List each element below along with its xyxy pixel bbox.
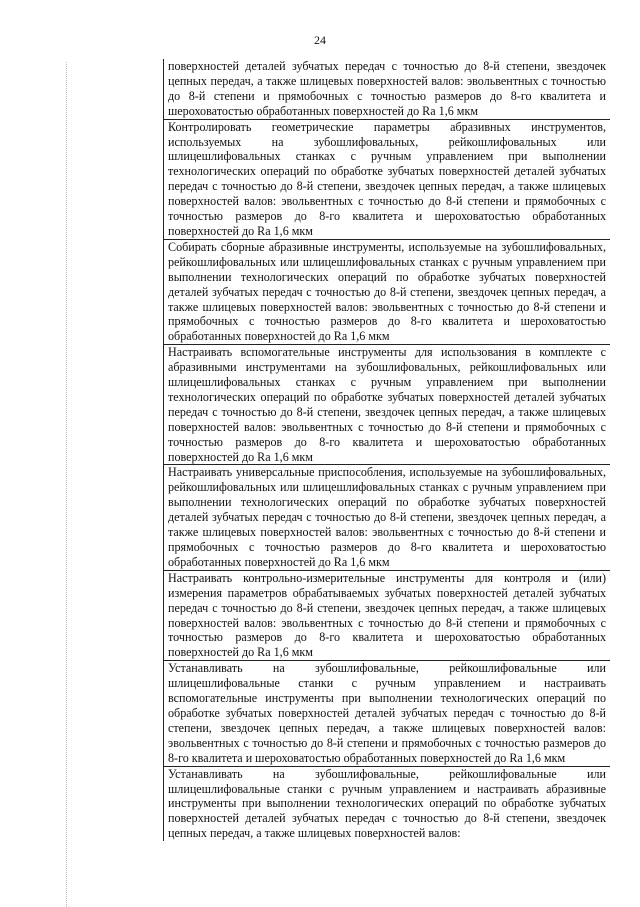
table-row: поверхностей деталей зубчатых передач с точностью до 8-й степени, звездочек цепных передач, а также шлицевых поверхностей валов: эвольвентных с точностью до 8-й степени и прямобочных с точностью размеров до 8-го квалитета и шероховатостью обработанных поверхностей до Ra 1,6 мкм <box>164 59 610 120</box>
left-column-rule <box>66 62 67 907</box>
table-row: Контролировать геометрические параметры абразивных инструментов, используемых на зубошлифовальных, рейкошлифовальных или шлицешлифовальных станках с ручным управлением при выполнении технологических операций по обработке зубчатых поверхностей деталей зубчатых передач с точностью до 8-й степени, звездочек цепных передач, а также шлицевых поверхностей валов: эвольвентных с точностью до 8-й степени и прямобочных с точностью размеров до 8-го квалитета и шероховатостью обработанных поверхностей до Ra 1,6 мкм <box>164 120 610 240</box>
table-row: Настраивать контрольно-измерительные инструменты для контроля и (или) измерения параметров обрабатываемых зубчатых поверхностей деталей зубчатых передач с точностью до 8-й степени, звездочек цепных передач, а также шлицевых поверхностей валов: эвольвентных с точностью до 8-й степени и прямобочных с точностью размеров до 8-го квалитета и шероховатостью обработанных поверхностей до Ra 1,6 мкм <box>164 571 610 661</box>
table-row: Устанавливать на зубошлифовальные, рейкошлифовальные или шлицешлифовальные станки с ручным управлением и настраивать абразивные инструменты при выполнении технологических операций по обработке зубчатых поверхностей деталей зубчатых передач с точностью до 8-й степени, звездочек цепных передач, а также шлицевых поверхностей валов: <box>168 766 606 841</box>
table-row: Устанавливать на зубошлифовальные, рейкошлифовальные или шлицешлифовальные станки с ручным управлением и настраивать вспомогательные инструменты при выполнении технологических операций по обработке зубчатых поверхностей деталей зубчатых передач с точностью до 8-й степени, звездочек цепных передач, а также шлицевых поверхностей валов: эвольвентных с точностью до 8-й степени и прямобочных с точностью размеров до 8-го квалитета и шероховатостью обработанных поверхностей до Ra 1,6 мкм <box>164 661 610 766</box>
table-row: Собирать сборные абразивные инструменты, используемые на зубошлифовальных, рейкошлифовальных или шлицешлифовальных станках с ручным управлением при выполнении технологических операций по обработке зубчатых поверхностей деталей зубчатых передач с точностью до 8-й степени, звездочек цепных передач, а также шлицевых поверхностей валов: эвольвентных с точностью до 8-й степени и прямобочных с точностью размеров до 8-го квалитета и шероховатостью обработанных поверхностей до Ra 1,6 мкм <box>164 240 610 345</box>
table-row: Настраивать универсальные приспособления, используемые на зубошлифовальных, рейкошлифовальных или шлицешлифовальных станках с ручным управлением при выполнении технологических операций по обработке зубчатых поверхностей деталей зубчатых передач с точностью до 8-й степени, звездочек цепных передач, а также шлицевых поверхностей валов: эвольвентных с точностью до 8-й степени и прямобочных с точностью размеров до 8-го квалитета и шероховатостью обработанных поверхностей до Ra 1,6 мкм <box>164 465 610 570</box>
page-number: 24 <box>314 33 326 47</box>
table-row: Настраивать вспомогательные инструменты для использования в комплекте с абразивными инструментами на зубошлифовальных, рейкошлифовальных или шлицешлифовальных станках с ручным управлением при выполнении технологических операций по обработке зубчатых поверхностей деталей зубчатых передач с точностью до 8-й степени, звездочек цепных передач, а также шлицевых поверхностей валов: эвольвентных с точностью до 8-й степени и прямобочных с точностью размеров до 8-го квалитета и шероховатостью обработанных поверхностей до Ra 1,6 мкм <box>164 345 610 465</box>
requirements-table <box>163 59 610 841</box>
